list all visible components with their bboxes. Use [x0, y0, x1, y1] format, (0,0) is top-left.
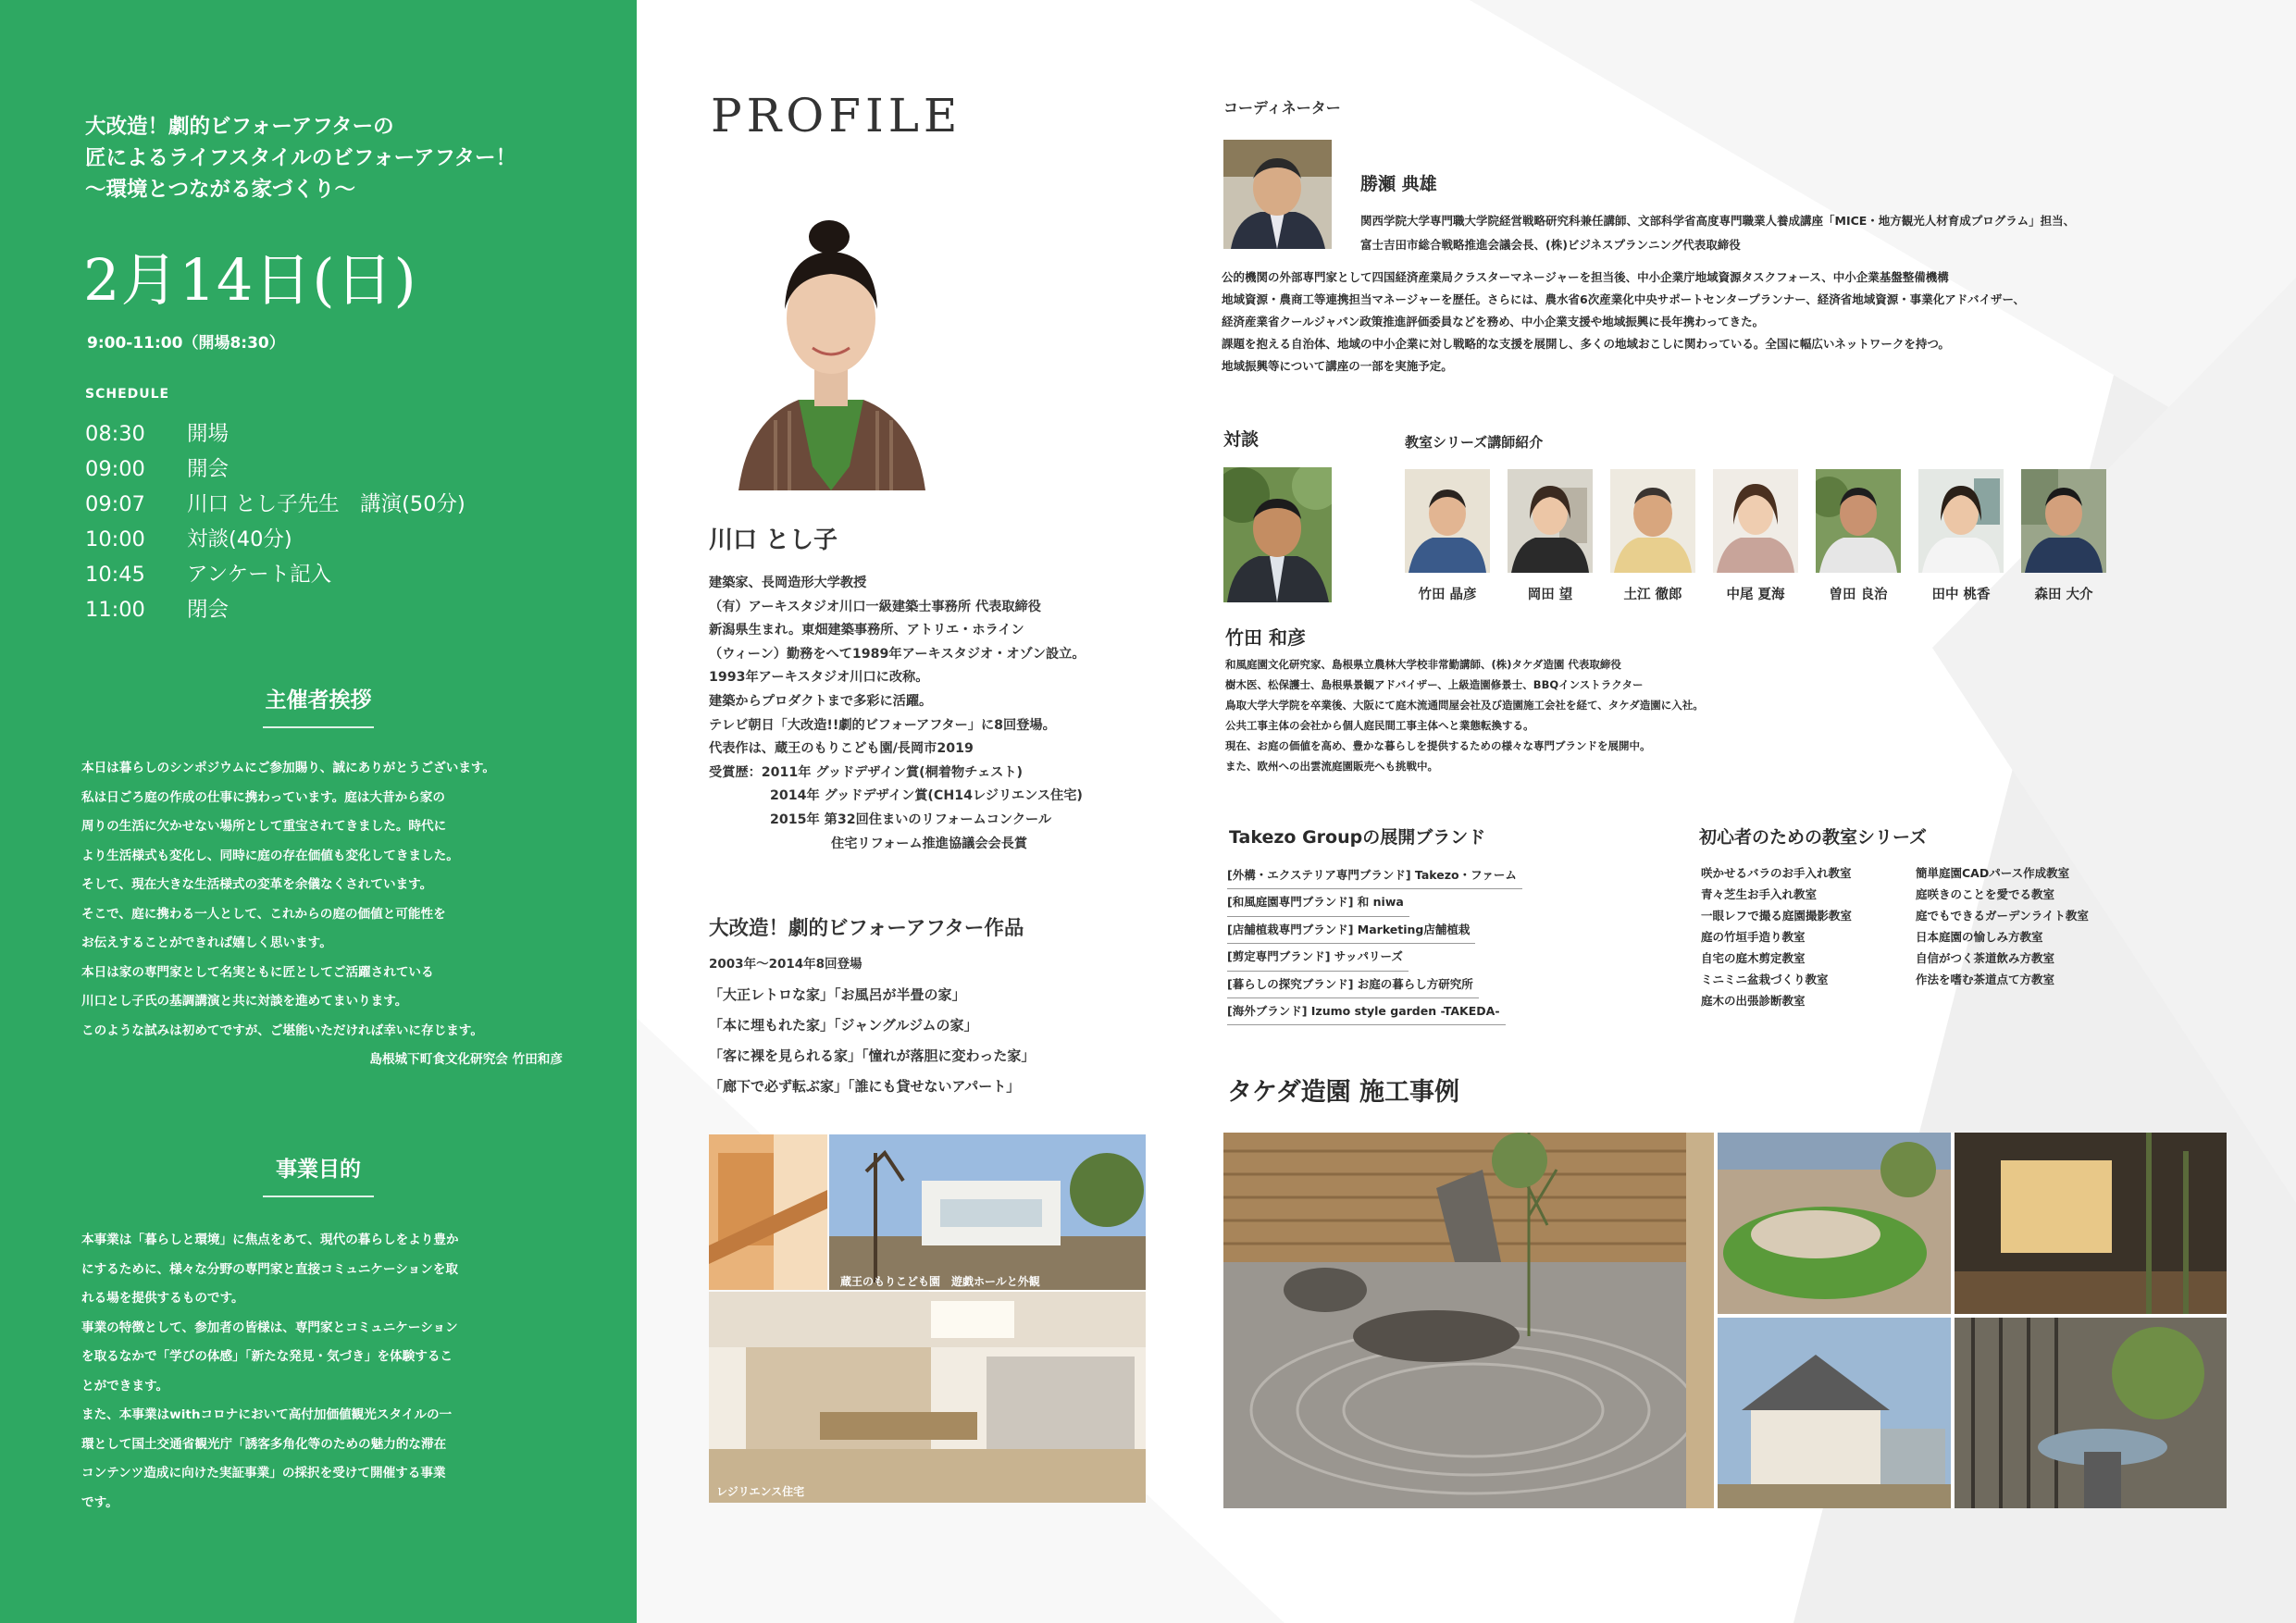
- dialogue-bio-line: 和風庭園文化研究家、島根県立農林大学校非常勤講師、(株)タケダ造園 代表取締役: [1225, 658, 1621, 671]
- schedule-time: 08:30: [85, 422, 145, 446]
- lecturer-photo: [1918, 469, 2004, 573]
- brands-list: [1227, 862, 1522, 1025]
- profile-heading: PROFILE: [711, 89, 962, 142]
- greeting-line: 私は日ごろ庭の作成の仕事に携わっています。庭は大昔から家の: [81, 789, 445, 805]
- bio-line: （有）アーキスタジオ川口一級建築士事務所 代表取締役: [709, 599, 1041, 614]
- series-item: 自宅の庭木剪定教室: [1701, 951, 1806, 965]
- award-line: [709, 809, 1086, 833]
- works-line: 「客に裸を見られる家」「憧れが落胆に変わった家」: [709, 1047, 1036, 1064]
- cases-heading: タケダ造園 施工事例: [1227, 1078, 1460, 1107]
- series-item: 作法を嗜む茶道点て方教室: [1916, 973, 2055, 986]
- profile-bio: [709, 572, 1086, 856]
- series-list-1: [1701, 862, 1852, 1011]
- lecturer-photo: [2021, 469, 2106, 573]
- award-line: [709, 762, 1086, 786]
- lecturer-photo: [1508, 469, 1593, 573]
- lecturer-name: 田中 桃香: [1931, 588, 1991, 602]
- architecture-photos: [709, 1134, 1146, 1503]
- event-title: [85, 111, 622, 205]
- kindergarten-caption: 蔵王のもりこども園 遊戯ホールと外観: [840, 1275, 1040, 1288]
- award-text: 第32回住まいのリフォームコンクール: [824, 812, 1052, 827]
- event-time: 9:00-11:00（開場8:30）: [87, 334, 285, 353]
- greeting-text: [81, 754, 563, 1075]
- coordinator-affiliation: [1360, 209, 2075, 257]
- purpose-line: れる場を提供するものです。: [81, 1291, 244, 1306]
- bio-line: 建築からプロダクトまで多彩に活躍。: [709, 693, 933, 709]
- series-item: 庭咲きのことを愛でる教室: [1916, 887, 2055, 901]
- lecturer-card: [1508, 469, 1593, 603]
- lecturer-name: 土江 徹郎: [1623, 588, 1682, 602]
- lecturer-card: [2021, 469, 2106, 603]
- brand-item: [海外ブランド] Izumo style garden -TAKEDA-: [1227, 998, 1522, 1025]
- schedule-time: 10:45: [85, 563, 145, 587]
- brands-heading: Takezo Groupの展開ブランド: [1229, 827, 1486, 848]
- schedule-time: 09:00: [85, 457, 145, 481]
- purpose-line: 本事業は「暮らしと環境」に焦点をあて、現代の暮らしをより豊か: [81, 1233, 459, 1247]
- purpose-heading-text: 事業目的: [276, 1158, 361, 1182]
- award-year: 2015年: [770, 812, 820, 827]
- dialogue-bio-line: 現在、お庭の価値を高め、豊かな暮らしを提供するための様々な専門ブランドを展開中。: [1225, 739, 1651, 752]
- schedule-item: 開会: [187, 457, 230, 481]
- purpose-line: また、本事業はwithコロナにおいて高付加価値観光スタイルの一: [81, 1407, 453, 1422]
- bio-line: テレビ朝日「大改造!!劇的ビフォーアフター」に8回登場。: [709, 717, 1056, 733]
- lecturer-card: [1610, 469, 1695, 603]
- purpose-line: 環として国土交通省観光庁「誘客多角化等のための魅力的な滞在: [81, 1436, 447, 1452]
- lecturer-name: 中尾 夏海: [1726, 588, 1785, 602]
- greeting-heading: [0, 683, 637, 728]
- schedule-time: 11:00: [85, 598, 145, 622]
- series-item: 咲かせるバラのお手入れ教室: [1701, 866, 1852, 880]
- greeting-line: 本日は暮らしのシンポジウムにご参加賜り、誠にありがとうございます。: [81, 761, 496, 775]
- series-item: 自信がつく茶道飲み方教室: [1916, 951, 2055, 965]
- schedule-row: [85, 416, 465, 452]
- lecturers-heading: 教室シリーズ講師紹介: [1405, 434, 1544, 451]
- lecturer-photo: [1713, 469, 1798, 573]
- dialogue-bio-line: 公共工事主体の会社から個人庭民間工事主体へと業態転換する。: [1225, 719, 1534, 732]
- schedule-row: [85, 557, 465, 592]
- purpose-line: 事業の特徴として、参加者の皆様は、専門家とコミュニケーション: [81, 1319, 458, 1335]
- schedule-item: 閉会: [187, 598, 230, 622]
- schedule-heading: SCHEDULE: [85, 387, 170, 402]
- brand-item: [外構・エクステリア専門ブランド] Takezo・ファーム: [1227, 862, 1522, 889]
- takeda-portrait: [1223, 467, 1332, 602]
- event-date: 2月14日(日): [83, 246, 417, 314]
- greeting-line: このような試みは初めてですが、ご堪能いただければ幸いに存じます。: [81, 1022, 483, 1038]
- schedule-row: [85, 522, 465, 557]
- series-item: 青々芝生お手入れ教室: [1701, 887, 1818, 901]
- coordinator-bio-line: 経済産業省クールジャパン政策推進評価委員などを務め、中小企業支援や地域振興に長年携わってきた。: [1222, 315, 1765, 328]
- house-exterior-photo: [1718, 1318, 1951, 1508]
- purpose-heading: [0, 1152, 637, 1197]
- brand-item: [和風庭園専門ブランド] 和 niwa: [1227, 889, 1522, 916]
- greeting-line: より生活様式も変化し、同時に庭の存在価値も変化してきました。: [81, 848, 459, 863]
- award-line: [709, 785, 1086, 809]
- works-list: [709, 949, 1035, 1102]
- coordinator-aff-line: 関西学院大学専門職大学院経営戦略研究科兼任講師、文部科学省高度専門職業人養成講座「MICE・地方観光人材育成プログラム」担当、: [1360, 214, 2076, 228]
- dialogue-heading: 対談: [1223, 429, 1260, 450]
- katsuse-portrait: [1223, 140, 1332, 249]
- event-title-line: 匠によるライフスタイルのビフォーアフター！: [85, 146, 516, 170]
- series-heading: 初心者のための教室シリーズ: [1699, 827, 1928, 848]
- series-list-2: [1916, 862, 2089, 990]
- greeting-line: そして、現在大きな生活様式の変革を余儀なくされています。: [81, 877, 433, 892]
- greeting-heading-text: 主催者挨拶: [265, 688, 372, 712]
- coordinator-name: 勝瀬 典雄: [1360, 174, 1437, 194]
- series-item: 庭の竹垣手造り教室: [1701, 930, 1806, 944]
- award-text: 住宅リフォーム推進協議会会長賞: [831, 836, 1028, 851]
- kawaguchi-portrait: [720, 189, 942, 490]
- dialogue-bio-line: 鳥取大学大学院を卒業後、大阪にて庭木流通問屋会社及び造園施工会社を経て、タケダ造園に入社。: [1225, 699, 1704, 712]
- lecturer-photo: [1816, 469, 1901, 573]
- purpose-line: にするために、様々な分野の専門家と直接コミュニケーションを取: [81, 1261, 458, 1277]
- brand-item: [剪定専門ブランド] サッパリーズ: [1227, 944, 1522, 971]
- purpose-line: とができます。: [81, 1378, 169, 1394]
- award-text: グッドデザイン賞(CH14レジリエンス住宅): [824, 788, 1083, 804]
- bio-line: 新潟県生まれ。東畑建築事務所、アトリエ・ホライン: [709, 623, 1024, 638]
- water-basin-photo: [1955, 1318, 2227, 1508]
- coordinator-bio: [1222, 266, 2025, 378]
- lecturer-card: [1405, 469, 1490, 603]
- works-heading: 大改造！劇的ビフォーアフター作品: [709, 917, 1024, 940]
- works-line: 2003年～2014年8回登場: [709, 957, 863, 972]
- series-item: 一眼レフで撮る庭園撮影教室: [1701, 909, 1852, 923]
- kindergarten-exterior-photo: [829, 1134, 1146, 1290]
- series-item: 庭でもできるガーデンライト教室: [1916, 909, 2089, 923]
- purpose-line: コンテンツ造成に向けた実証事業」の採択を受けて開催する事業: [81, 1466, 446, 1481]
- award-line: [709, 833, 1086, 857]
- greeting-line: そこで、庭に携わる一人として、これからの庭の価値と可能性を: [81, 906, 446, 922]
- coordinator-bio-line: 地域振興等について講座の一部を実施予定。: [1222, 359, 1453, 373]
- series-item: 日本庭園の愉しみ方教室: [1916, 930, 2043, 944]
- construction-case-photos: [1223, 1133, 2227, 1508]
- greeting-signature: 島根城下町食文化研究会 竹田和彦: [369, 1052, 563, 1067]
- works-line: 「廊下で必ず転ぶ家」「誰にも貸せないアパート」: [709, 1078, 1021, 1095]
- lawn-patio-photo: [1718, 1133, 1951, 1314]
- night-terrace-photo: [1955, 1133, 2227, 1314]
- lecturer-photo: [1610, 469, 1695, 573]
- brand-item: [店舗植栽専門ブランド] Marketing店舗植栽: [1227, 917, 1522, 944]
- resilience-house-photo: [709, 1292, 1146, 1503]
- bio-line: （ウィーン）勤務をへて1989年アーキスタジオ・オゾン設立。: [709, 646, 1086, 662]
- schedule-list: [85, 416, 465, 627]
- award-year: 2014年: [770, 788, 820, 804]
- event-title-line: 大改造！劇的ビフォーアフターの: [85, 115, 394, 139]
- works-line: 「大正レトロな家」「お風呂が半畳の家」: [709, 986, 966, 1003]
- coordinator-bio-line: 地域資源・農商工等連携担当マネージャーを歴任。さらには、農水省6次産業化中央サポートセンタープランナー、経済省地域資源・事業化アドバイザー、: [1222, 292, 2025, 306]
- schedule-time: 10:00: [85, 527, 145, 551]
- dialogue-name: 竹田 和彦: [1225, 626, 1306, 649]
- coordinator-aff-line: 富士吉田市総合戦略推進会議会長、(株)ビジネスプランニング代表取締役: [1360, 238, 1741, 252]
- dialogue-bio-line: また、欧州への出雲流庭園販売へも挑戦中。: [1225, 760, 1438, 773]
- schedule-item: 川口 とし子先生 講演(50分): [187, 492, 465, 516]
- lecturer-name: 森田 大介: [2034, 588, 2093, 602]
- schedule-item: 開場: [187, 422, 230, 446]
- bio-line: 1993年アーキスタジオ川口に改称。: [709, 670, 929, 686]
- heading-underline: [263, 726, 374, 728]
- greeting-line: 本日は家の専門家として名実ともに匠としてご活躍されている: [81, 964, 434, 980]
- lecturer-card: [1918, 469, 2004, 603]
- schedule-item: アンケート記入: [187, 563, 332, 587]
- dialogue-bio: [1225, 654, 1704, 776]
- lecturer-name: 竹田 晶彦: [1418, 588, 1477, 602]
- greeting-line: 周りの生活に欠かせない場所として重宝されてきました。時代に: [81, 819, 447, 834]
- lecturer-photo: [1405, 469, 1490, 573]
- lecturer-name: 曽田 良治: [1829, 588, 1888, 602]
- award-text: グッドデザイン賞(桐着物チェスト): [815, 764, 1024, 780]
- schedule-row: [85, 592, 465, 627]
- lecturer-card: [1816, 469, 1901, 603]
- bio-line: 代表作は、蔵王のもりこども園/長岡市2019: [709, 741, 974, 757]
- coordinator-bio-line: 課題を抱える自治体、地域の中小企業に対し戦略的な支援を展開し、多くの地域おこしに関わっている。全国に幅広いネットワークを持つ。: [1222, 337, 1950, 351]
- bio-line: 建築家、長岡造形大学教授: [709, 576, 867, 590]
- works-line: 「本に埋もれた家」「ジャングルジムの家」: [709, 1017, 978, 1034]
- series-item: ミニミニ盆栽づくり教室: [1701, 973, 1829, 986]
- heading-underline: [263, 1196, 374, 1197]
- purpose-text: [81, 1226, 563, 1518]
- lecturer-card: [1713, 469, 1798, 603]
- series-item: 簡単庭園CADパース作成教室: [1916, 866, 2070, 880]
- zen-garden-photo: [1223, 1133, 1714, 1508]
- lecturer-name: 岡田 望: [1527, 588, 1573, 602]
- schedule-row: [85, 452, 465, 487]
- purpose-line: を取るなかで「学びの体感」「新たな発見・気づき」を体験するこ: [81, 1349, 453, 1364]
- purpose-line: です。: [81, 1494, 118, 1510]
- series-item: 庭木の出張診断教室: [1701, 994, 1806, 1008]
- dialogue-bio-line: 樹木医、松保護士、島根県景観アドバイザー、上級造園修景士、BBQインストラクター: [1225, 678, 1644, 691]
- award-year: 受賞歴：2011年: [709, 764, 812, 780]
- interior-stair-photo: [709, 1134, 827, 1290]
- schedule-time: 09:07: [85, 492, 145, 516]
- greeting-line: 川口とし子氏の基調講演と共に対談を進めてまいります。: [81, 994, 408, 1009]
- left-panel: [0, 0, 637, 1623]
- coordinator-bio-line: 公的機関の外部専門家として四国経済産業局クラスターマネージャーを担当後、中小企業庁地域資源タスクフォース、中小企業基盤整備機構: [1222, 270, 1949, 284]
- event-title-line: ～環境とつながる家づくり～: [85, 178, 356, 202]
- schedule-item: 対談(40分): [187, 527, 292, 551]
- coordinator-heading: コーディネーター: [1223, 99, 1341, 117]
- schedule-row: [85, 487, 465, 522]
- brand-item: [暮らしの探究ブランド] お庭の暮らし方研究所: [1227, 972, 1522, 998]
- profile-name: 川口 とし子: [709, 527, 838, 554]
- resilience-caption: レジリエンス住宅: [716, 1485, 805, 1498]
- greeting-line: お伝えすることができれば嬉しく思います。: [81, 935, 332, 950]
